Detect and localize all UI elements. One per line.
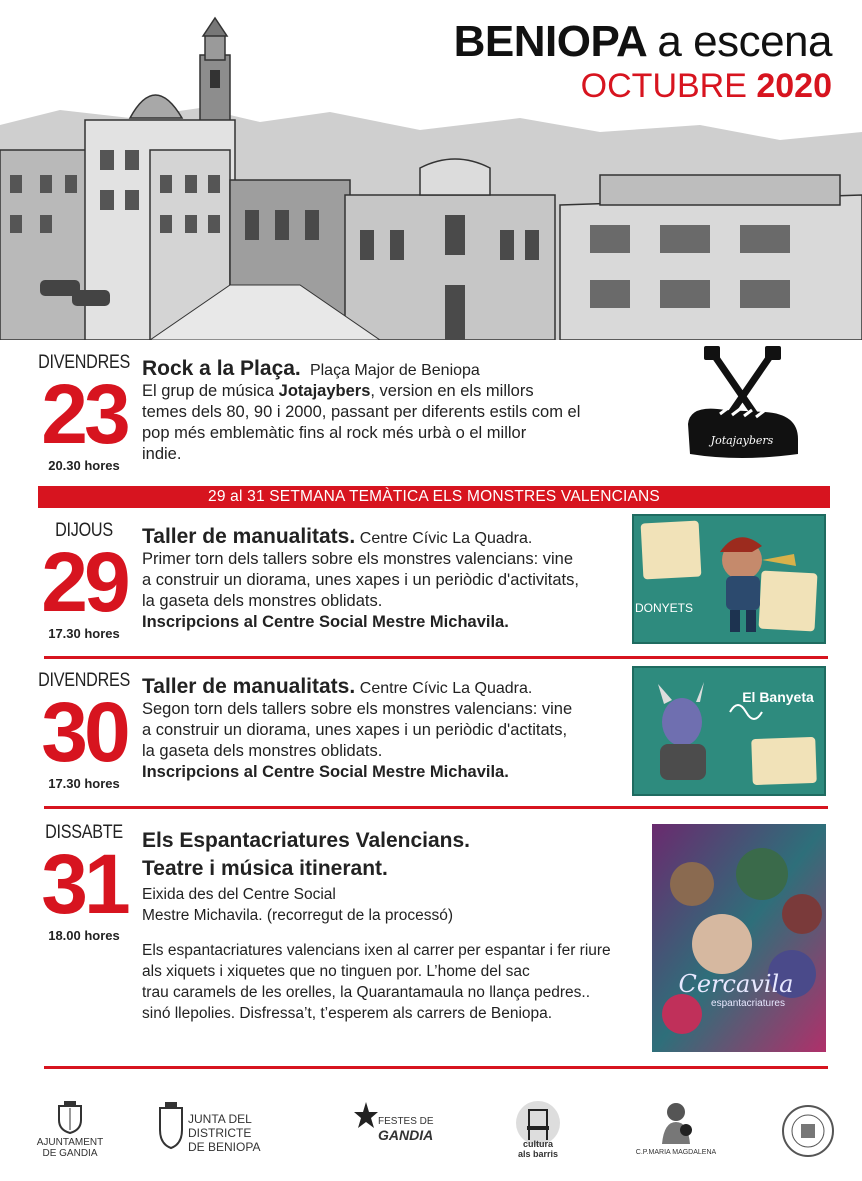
event-30 <box>0 670 862 805</box>
event-line: Mestre Michavila. (recorregut de la processó) <box>142 907 453 924</box>
event-title: Els Espantacriatures Valencians. <box>142 829 471 852</box>
event-place: Centre Cívic La Quadra. <box>359 680 533 697</box>
event-hour: 17.30 hores <box>48 776 120 791</box>
banyeta-image <box>632 666 826 796</box>
event-description <box>142 526 602 633</box>
event-paragraph-line: als xiquets i xiquetes que no tinguen por. L’home del sac <box>142 963 530 980</box>
event-line: , version en els millors <box>370 382 534 400</box>
cpi-logo <box>624 1100 728 1156</box>
divider <box>44 1066 828 1069</box>
logo-text: FESTES DE <box>378 1116 434 1127</box>
logo-text: GANDIA <box>378 1127 434 1143</box>
logo-text: JUNTA DEL <box>188 1112 252 1126</box>
donyets-label: DONYETS <box>634 601 694 615</box>
seal-icon <box>781 1100 835 1162</box>
event-place: Plaça Major de Beniopa <box>309 362 480 379</box>
hero-illustration <box>0 0 862 340</box>
event-day-number: 23 <box>41 367 127 461</box>
event-23 <box>0 352 862 482</box>
cercavila-image <box>652 824 826 1052</box>
event-line: El grup de música <box>142 382 279 400</box>
event-hour: 20.30 hores <box>48 458 120 473</box>
event-line: la gaseta dels monstres oblidats. <box>142 592 383 610</box>
association-logo <box>780 1100 836 1165</box>
cercavila-illustration <box>652 824 826 1052</box>
event-date <box>30 520 138 641</box>
title-year: 2020 <box>756 67 832 105</box>
poster-title <box>454 18 832 106</box>
festes-logo <box>354 1100 444 1143</box>
banyeta-label: El Banyeta <box>742 689 814 705</box>
band-name: Jotajaybers <box>278 382 371 400</box>
cercavila-sublabel: espantacriatures <box>711 998 785 1009</box>
logo-text: cultura <box>508 1139 568 1149</box>
event-description <box>142 358 582 465</box>
divider <box>44 806 828 809</box>
donyets-illustration <box>634 516 824 642</box>
logo-text: DE BENIOPA <box>188 1140 261 1154</box>
ajuntament-logo <box>30 1100 110 1159</box>
figure-icon <box>656 1100 696 1146</box>
event-date <box>30 352 138 473</box>
event-line: a construir un diorama, unes xapes i un periòdic d'actitats, <box>142 721 568 739</box>
guitars-sneaker-icon <box>680 344 805 474</box>
event-line: Segon torn dels tallers sobre els monstres valencians: vine <box>142 700 573 718</box>
event-date <box>30 822 138 943</box>
title-line <box>454 18 832 66</box>
event-line: Primer torn dels tallers sobre els monstres valencians: vine <box>142 550 574 568</box>
event-subtitle: Teatre i música itinerant. <box>142 857 388 880</box>
cultura-logo <box>508 1100 568 1159</box>
event-weekday: DISSABTE <box>45 822 123 843</box>
event-day-number: 31 <box>41 837 127 931</box>
event-paragraph-line: trau caramels de les orelles, la Quarantamaula no llança pedres.. <box>142 984 591 1001</box>
banyeta-illustration <box>634 668 824 794</box>
event-hour: 17.30 hores <box>48 626 120 641</box>
event-weekday: DIVENDRES <box>38 670 131 691</box>
event-description <box>142 676 602 783</box>
subtitle-line <box>454 66 832 106</box>
event-hour: 18.00 hores <box>48 928 120 943</box>
event-description <box>142 828 622 1024</box>
logo-text: als barris <box>517 1149 559 1159</box>
sponsor-logos <box>0 1100 862 1175</box>
logo-text: DE GANDIA <box>42 1148 98 1159</box>
title-bold: BENIOPA <box>453 17 646 66</box>
logo-text: C.P.MARIA MAGDALENA <box>635 1149 717 1156</box>
event-weekday: DIVENDRES <box>38 352 131 373</box>
event-date <box>30 670 138 791</box>
event-title: Taller de manualitats. <box>142 525 356 548</box>
event-line: a construir un diorama, unes xapes i un periòdic d'activitats, <box>142 571 579 589</box>
theme-week-banner: 29 al 31 SETMANA TEMÀTICA ELS MONSTRES VALENCIANS <box>38 486 830 508</box>
event-line: la gaseta dels monstres oblidats. <box>142 742 383 760</box>
title-month: OCTUBRE <box>580 67 747 105</box>
event-line: Eixida des del Centre Social <box>142 886 336 903</box>
title-light: a escena <box>657 17 832 66</box>
logo-text: AJUNTAMENT <box>36 1137 104 1148</box>
event-paragraph-line: Els espantacriatures valencians ixen al carrer per espantar i fer riure <box>142 942 611 959</box>
event-place: Centre Cívic La Quadra. <box>359 530 533 547</box>
event-registration: Inscripcions al Centre Social Mestre Michavila. <box>142 763 509 781</box>
divider <box>44 656 828 659</box>
event-31 <box>0 822 862 1062</box>
event-title: Taller de manualitats. <box>142 675 356 698</box>
event-line: temes dels 80, 90 i 2000, passant per diferents estils com el <box>142 403 581 421</box>
star-icon <box>354 1100 378 1140</box>
coat-of-arms-icon <box>158 1100 184 1150</box>
band-logo-label: Jotajaybers <box>710 434 774 447</box>
event-day-number: 30 <box>41 685 127 779</box>
event-title: Rock a la Plaça. <box>142 357 301 380</box>
logo-text: DISTRICTE <box>188 1126 252 1140</box>
band-logo <box>680 344 805 474</box>
event-day-number: 29 <box>41 535 127 629</box>
cercavila-label: Cercavila <box>678 970 794 998</box>
event-line: indie. <box>142 445 182 463</box>
donyets-image <box>632 514 826 644</box>
coat-of-arms-icon <box>55 1100 85 1134</box>
event-29 <box>0 520 862 655</box>
event-paragraph-line: sinó llepolies. Disfressa’t, t’esperem als carrers de Beniopa. <box>142 1005 553 1022</box>
event-registration: Inscripcions al Centre Social Mestre Michavila. <box>142 613 509 631</box>
junta-logo <box>158 1100 268 1154</box>
event-weekday: DIJOUS <box>55 520 113 541</box>
event-line: pop més emblemàtic fins al rock més urbà o el millor <box>142 424 527 442</box>
